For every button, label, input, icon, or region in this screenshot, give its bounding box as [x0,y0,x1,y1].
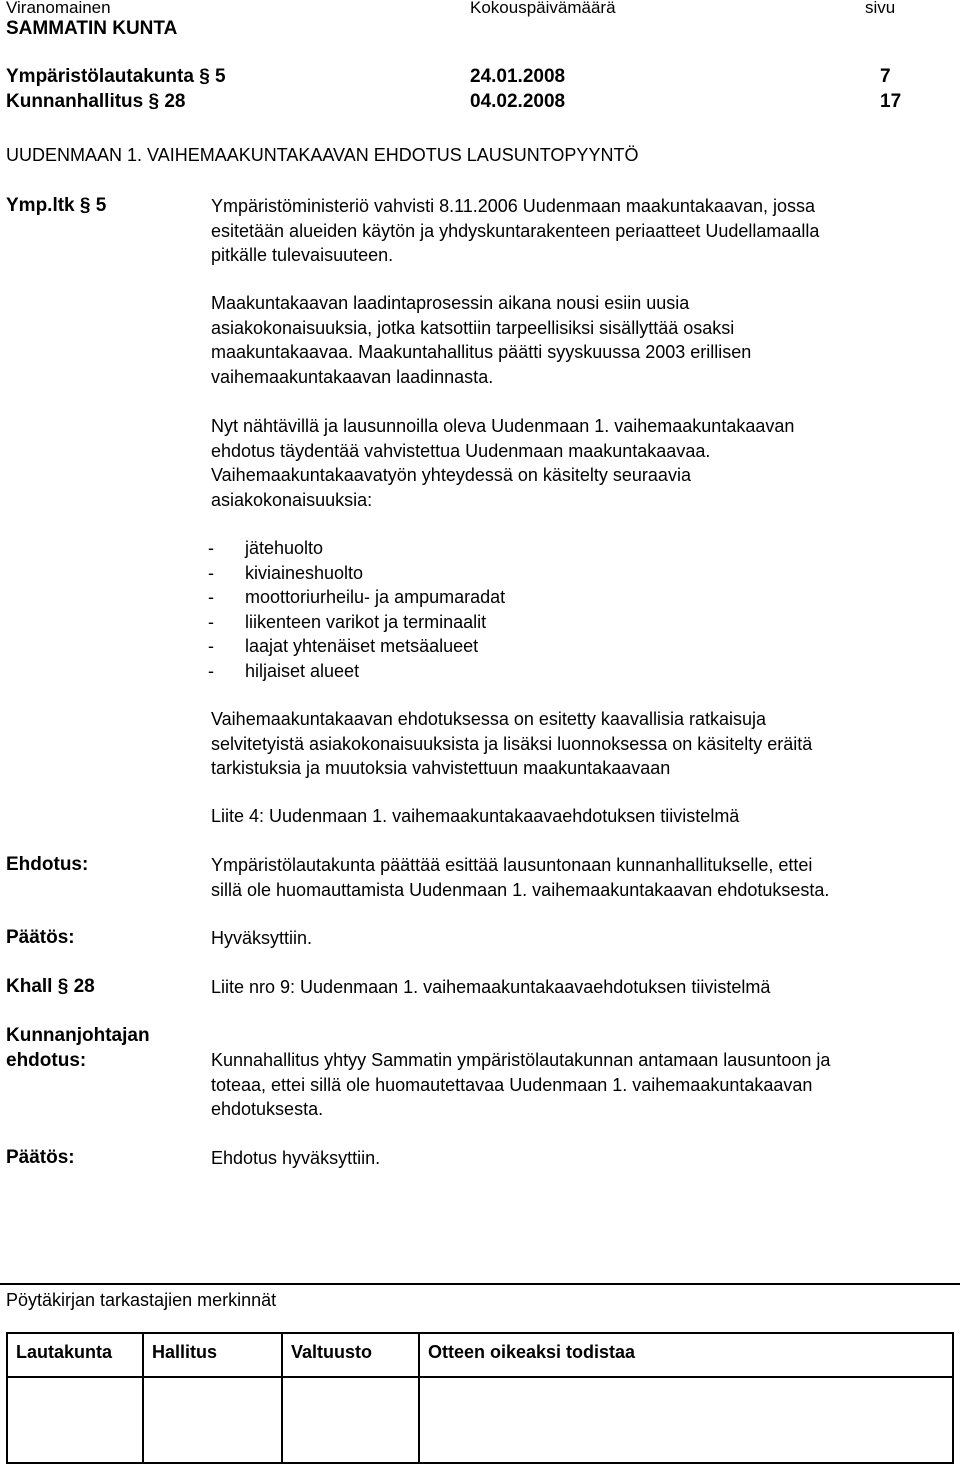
paragraph-1-line: pitkälle tulevaisuuteen. [211,245,394,265]
signature-table [6,1332,954,1464]
list-item: - jätehuolto [208,538,324,558]
list-item: - hiljaiset alueet [208,660,360,681]
paragraph-1 [211,194,951,268]
section-label-ymp-ltk: Ymp.ltk § 5 [6,195,107,216]
topic-list [208,536,505,684]
footer-caption: Pöytäkirjan tarkastajien merkinnät [6,1290,277,1310]
paatos-label: Päätös: [6,927,75,948]
footer-divider [0,1283,960,1285]
meeting-body-2: Kunnanhallitus § 28 [6,91,186,112]
list-item: - laajat yhtenäiset metsäalueet [208,636,479,657]
meeting-date-2: 04.02.2008 [470,91,566,112]
header-authority-label: Viranomainen [6,0,111,17]
signature-column-hallitus: Hallitus [143,1333,282,1377]
list-item: - kiviaineshuolto [208,562,364,583]
list-item: - liikenteen varikot ja terminaalit [208,611,487,632]
header-page-label: sivu [865,0,896,17]
meeting-page-1: 7 [880,66,891,87]
signature-cell[interactable] [143,1377,282,1463]
paragraph-2 [211,291,951,389]
paragraph-4-line: Vaihemaakuntakaavan ehdotuksessa on esitetty kaavallisia ratkaisuja [211,709,766,729]
paragraph-1-line: esitetään alueiden käytön ja yhdyskuntarakenteen periaatteet Uudellamaalla [211,220,820,241]
paragraph-4 [211,707,951,781]
ehdotus-label: Ehdotus: [6,854,89,875]
meeting-page-2: 17 [880,91,902,112]
paragraph-2-line: Maakuntakaavan laadintaprosessin aikana nousi esiin uusia [211,293,690,313]
signature-cell[interactable] [419,1377,953,1463]
signature-column-valtuusto: Valtuusto [282,1333,419,1377]
signature-cell[interactable] [7,1377,143,1463]
paatos-label: Päätös: [6,1147,75,1168]
paragraph-3-line: Nyt nähtävillä ja lausunnoilla oleva Uudenmaan 1. vaihemaakuntakaavan [211,416,795,436]
paragraph-4-line: tarkistuksia ja muutoksia vahvistettuun maakuntakaavaan [211,758,671,778]
paatos-text: Ehdotus hyväksyttiin. [211,1148,381,1168]
paragraph-2-line: vaihemaakuntakaavan laadinnasta. [211,366,494,387]
paragraph-3-line: ehdotus täydentää vahvistettua Uudenmaan maakuntakaavaa. [211,440,711,461]
document-title: UUDENMAAN 1. VAIHEMAAKUNTAKAAVAN EHDOTUS LAUSUNTOPYYNTÖ [6,145,639,165]
ehdotus-text: Ympäristölautakunta päättää esittää lausuntonaan kunnanhallitukselle, ettei sillä ole huomauttamista Uudenmaan 1. vaihemaakuntakaavan ehdotuksesta. [211,855,830,900]
attachment-note: Liite 4: Uudenmaan 1. vaihemaakuntakaavaehdotuksen tiivistelmä [211,806,740,826]
org-name: SAMMATIN KUNTA [6,18,178,39]
paragraph-3-line: asiakokonaisuuksia: [211,489,373,510]
signature-column-otteen-oikeaksi: Otteen oikeaksi todistaa [419,1333,953,1377]
header-date-label: Kokouspäivämäärä [470,0,616,17]
meeting-body-1: Ympäristölautakunta § 5 [6,66,226,87]
paragraph-2-line: maakuntakaavaa. Maakuntahallitus päätti syyskuussa 2003 erillisen [211,342,752,362]
paragraph-3-line: Vaihemaakuntakaavatyön yhteydessä on käsitelty seuraavia [211,465,691,485]
signature-cell[interactable] [282,1377,419,1463]
kunnanjohtajan-ehdotus-label: Kunnanjohtajan ehdotus: [6,1025,150,1071]
paragraph-2-line: asiakokonaisuuksia, jotka katsottiin tarpeellisiksi sisällyttää osaksi [211,317,735,338]
paragraph-4-line: selvitetyistä asiakokonaisuuksista ja lisäksi luonnoksessa on käsitelty eräitä [211,733,813,754]
paatos-text: Hyväksyttiin. [211,928,313,948]
khall-section-label: Khall § 28 [6,976,95,997]
kunnanjohtajan-ehdotus-text: Kunnahallitus yhtyy Sammatin ympäristölautakunnan antamaan lausuntoon ja toteaa, ettei sillä ole huomautettavaa Uudenmaan 1. vaihemaakuntakaavan ehdotuksesta. [211,1050,831,1119]
paragraph-3 [211,414,951,512]
paragraph-1-line: Ympäristöministeriö vahvisti 8.11.2006 Uudenmaan maakuntakaavan, jossa [211,196,815,216]
meeting-date-1: 24.01.2008 [470,66,566,87]
list-item: - moottoriurheilu- ja ampumaradat [208,587,506,608]
signature-column-lautakunta: Lautakunta [7,1333,143,1377]
khall-attachment-note: Liite nro 9: Uudenmaan 1. vaihemaakuntakaavaehdotuksen tiivistelmä [211,977,771,997]
